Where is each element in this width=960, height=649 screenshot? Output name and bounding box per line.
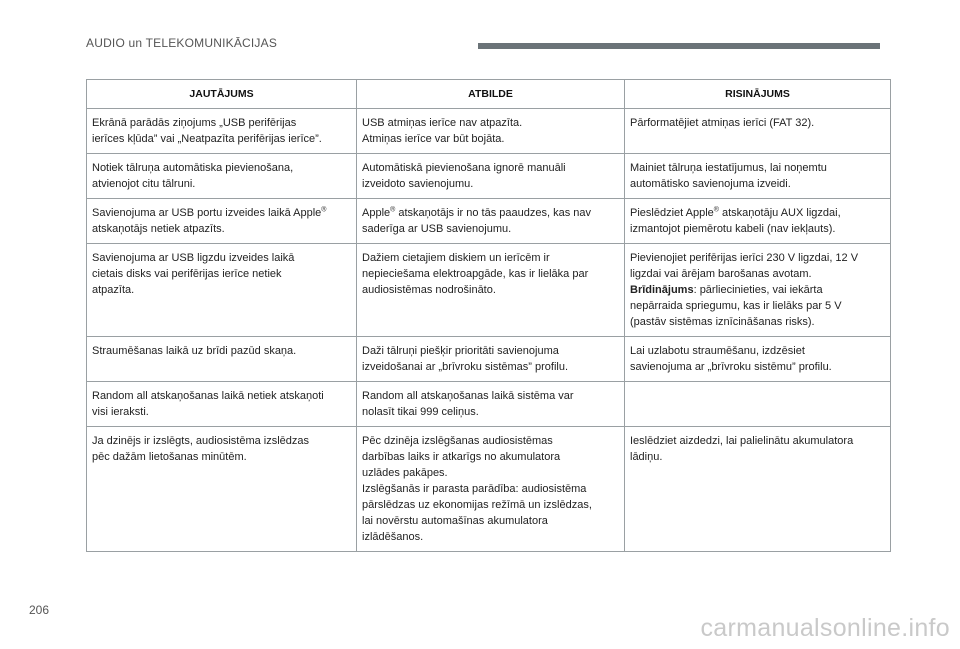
answer-cell [357,382,625,427]
cell-text: (pastāv sistēmas iznīcināšanas risks). [630,316,815,328]
cell-text: Random all atskaņošanas laikā sistēma var [362,390,574,402]
cell-text: nepārraida spriegumu, kas ir lielāks par 5 V [630,300,842,312]
solution-cell [625,109,891,154]
table-row [87,154,891,199]
solution-cell [625,154,891,199]
troubleshooting-table [86,79,891,552]
cell-text: nolasīt tikai 999 celiņus. [362,406,479,418]
cell-text: Pievienojiet perifērijas ierīci 230 V ligzdai, 12 V [630,252,859,264]
answer-cell [357,199,625,244]
cell-text: Izslēgšanās ir parasta parādība: audiosistēma [362,483,587,495]
question-cell [87,154,357,199]
solution-cell [625,199,891,244]
cell-text: ligzdai vai ārējam barošanas avotam. [630,268,812,280]
warning-label: Brīdinājums [630,284,694,296]
table-row [87,244,891,337]
cell-text: Dažiem cietajiem diskiem un ierīcēm ir [362,252,550,264]
cell-text: Savienojuma ar USB portu izveides laikā Apple [92,207,322,219]
table-row [87,109,891,154]
table-row [87,382,891,427]
answer-cell [357,244,625,337]
cell-text: izveidoto savienojumu. [362,178,474,190]
question-cell [87,337,357,382]
table-row [87,427,891,552]
table-header-row [87,80,891,109]
cell-text: atskaņotāju AUX ligzdai, [718,207,841,219]
question-cell [87,199,357,244]
cell-text: Pieslēdziet Apple [630,207,714,219]
solution-cell [625,382,891,427]
cell-text: Apple [362,207,391,219]
registered-mark: ® [390,206,396,214]
cell-text: atskaņotājs ir no tās paaudzes, kas nav [395,207,591,219]
cell-text: : pārliecinieties, vai iekārta [693,284,823,296]
cell-text: atpazīta. [92,284,135,296]
column-header-solution: RISINĀJUMS [625,80,891,109]
watermark: carmanualsonline.info [700,614,950,642]
cell-text: Ieslēdziet aizdedzi, lai palielinātu akumulatora [630,435,854,447]
cell-text: visi ieraksti. [92,406,149,418]
cell-text: atskaņotājs netiek atpazīts. [92,223,225,235]
table-row [87,199,891,244]
cell-text: cietais disks vai perifērijas ierīce netiek [92,268,282,280]
registered-mark: ® [713,206,719,214]
section-title: AUDIO un TELEKOMUNIKĀCIJAS [86,36,278,50]
answer-cell [357,337,625,382]
header-rule [478,43,880,49]
cell-text: Straumēšanas laikā uz brīdi pazūd skaņa. [92,345,297,357]
cell-text: nepieciešama elektroapgāde, kas ir lielāka par [362,268,589,280]
cell-text: Pārformatējiet atmiņas ierīci (FAT 32). [630,117,815,129]
cell-text: Daži tālruņi piešķir prioritāti savienojuma [362,345,559,357]
question-cell [87,109,357,154]
cell-text: izveidošanai ar „brīvroku sistēmas” profilu. [362,361,569,373]
answer-cell [357,154,625,199]
cell-text: Ja dzinējs ir izslēgts, audiosistēma izslēdzas [92,435,310,447]
cell-text: savienojuma ar „brīvroku sistēmu” profilu. [630,361,832,373]
cell-text: Savienojuma ar USB ligzdu izveides laikā [92,252,295,264]
cell-text: izmantojot piemērotu kabeli (nav iekļauts). [630,223,836,235]
cell-text: Automātiskā pievienošana ignorē manuāli [362,162,566,174]
cell-text: uzlādes pakāpes. [362,467,448,479]
cell-text: USB atmiņas ierīce nav atpazīta. [362,117,523,129]
answer-cell [357,427,625,552]
cell-text: atvienojot citu tālruni. [92,178,196,190]
cell-text: izlādēšanos. [362,531,424,543]
cell-text: audiosistēmas nodrošināto. [362,284,496,296]
question-cell [87,427,357,552]
cell-text: lādiņu. [630,451,663,463]
cell-text: Ekrānā parādās ziņojums „USB perifērijas [92,117,297,129]
question-cell [87,244,357,337]
cell-text: automātisko savienojuma izveidi. [630,178,791,190]
cell-text: darbības laiks ir atkarīgs no akumulatora [362,451,561,463]
cell-text: saderīga ar USB savienojumu. [362,223,512,235]
cell-text: Atmiņas ierīce var būt bojāta. [362,133,505,145]
cell-text: lai novērstu automašīnas akumulatora [362,515,548,527]
cell-text: Notiek tālruņa automātiska pievienošana, [92,162,294,174]
solution-cell [625,244,891,337]
cell-text: Pēc dzinēja izslēgšanas audiosistēmas [362,435,553,447]
column-header-answer: ATBILDE [357,80,625,109]
cell-text: Mainiet tālruņa iestatījumus, lai noņemtu [630,162,827,174]
cell-text: pēc dažām lietošanas minūtēm. [92,451,247,463]
cell-text: Lai uzlabotu straumēšanu, izdzēsiet [630,345,805,357]
table-row [87,337,891,382]
cell-text: ierīces kļūda” vai „Neatpazīta perifērijas ierīce”. [92,133,322,145]
registered-mark: ® [321,206,327,214]
question-cell [87,382,357,427]
solution-cell [625,427,891,552]
page-number: 206 [29,603,50,617]
cell-text: pārslēdzas uz ekonomijas režīmā un izslēdzas, [362,499,592,511]
answer-cell [357,109,625,154]
solution-cell [625,337,891,382]
column-header-question: JAUTĀJUMS [87,80,357,109]
cell-text: Random all atskaņošanas laikā netiek atskaņoti [92,390,324,402]
